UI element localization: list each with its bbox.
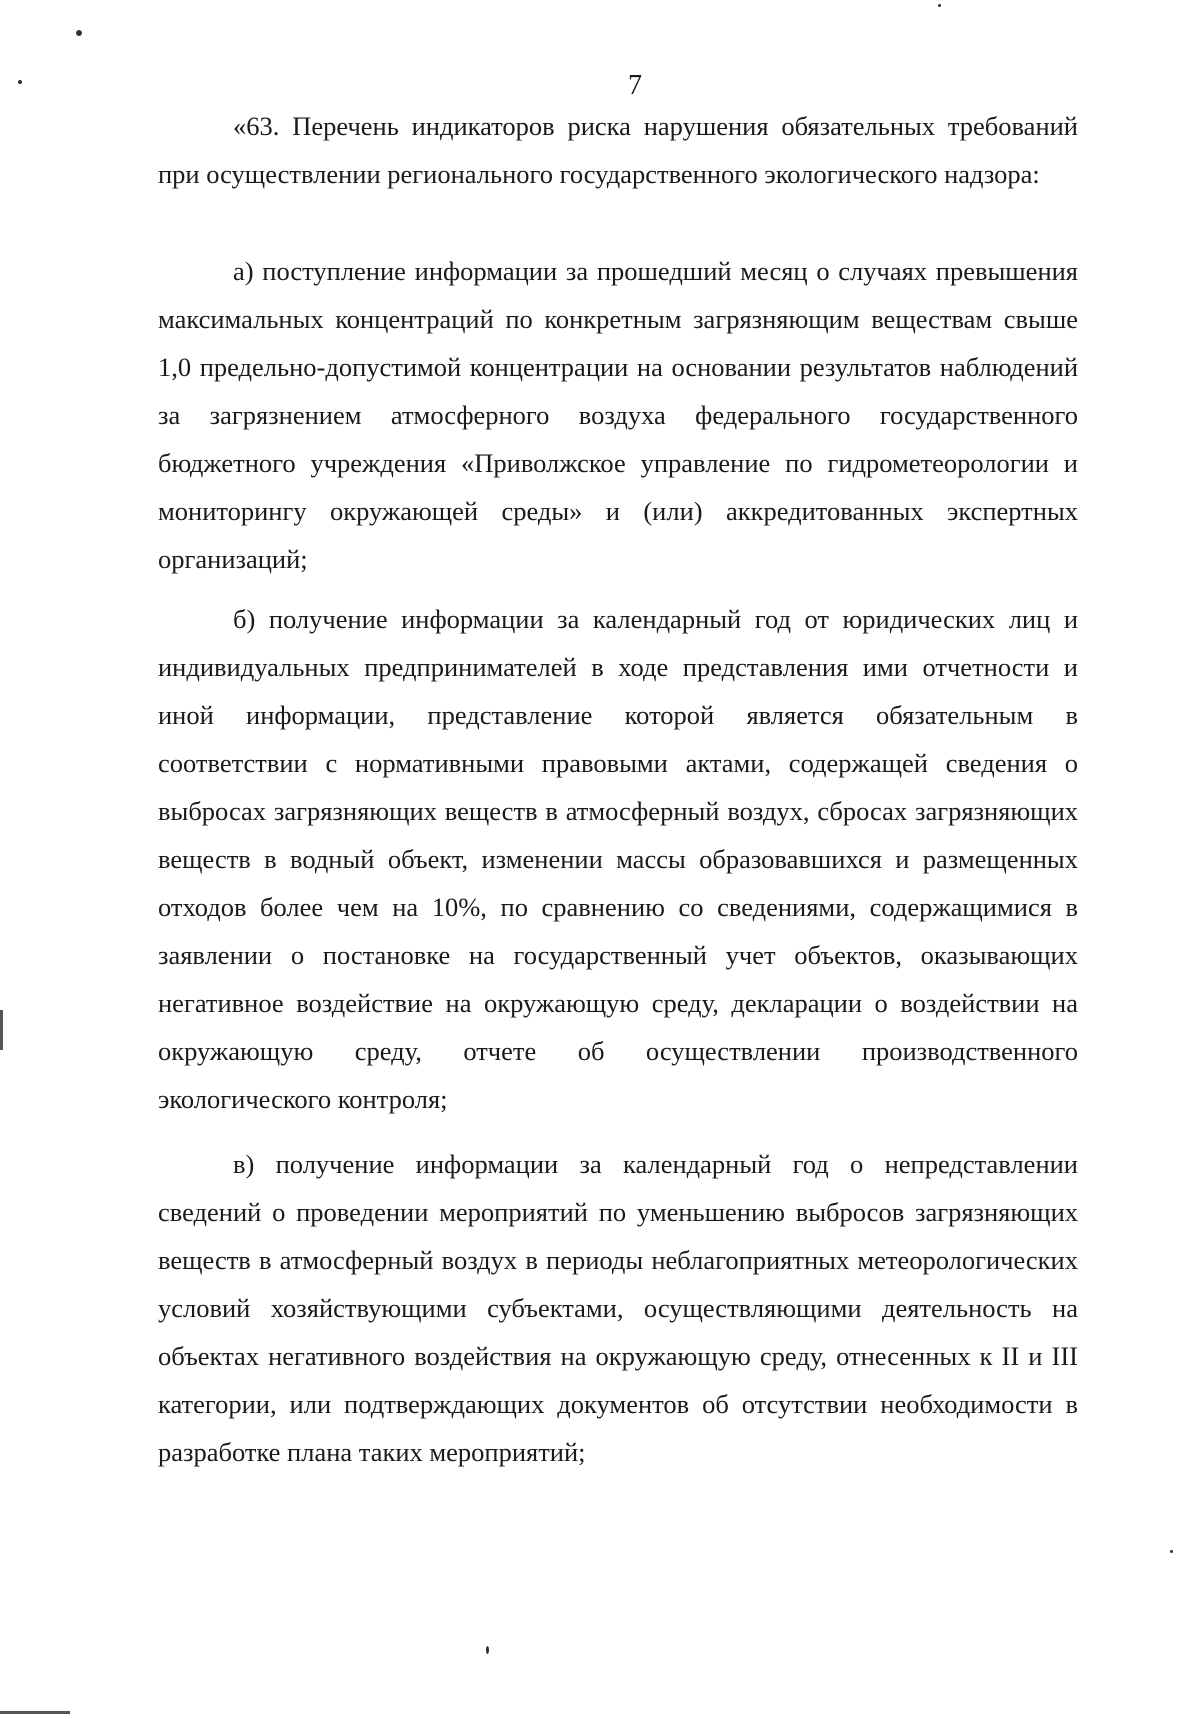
item-b-block [158, 595, 1078, 1123]
scan-speck [1170, 1550, 1173, 1553]
scan-speck [938, 4, 941, 7]
section-heading-block [158, 102, 1078, 198]
paragraph-intro: «63. Перечень индикаторов риска нарушения обязательных требований при осуществлении регионального государственного экологического надзора: [158, 111, 1078, 189]
scan-speck [18, 80, 22, 84]
item-a-block [158, 247, 1078, 583]
scan-edge-mark [0, 1711, 70, 1714]
scan-speck [76, 30, 82, 36]
paragraph-item-b: б) получение информации за календарный год от юридических лиц и индивидуальных предпринимателей в ходе представления ими отчетности и иной информации, представление которой является обязательным в соответствии с нормативными правовыми актами, содержащей сведения о выбросах загрязняющих веществ в атмосферный воздух, сбросах загрязняющих веществ в водный объект, изменении массы образовавшихся и размещенных отходов более чем на 10%, по сравнению со сведениями, содержащимися в заявлении о постановке на государственный учет объектов, оказывающих негативное воздействие на окружающую среду, декларации о воздействии на окружающую среду, отчете об осуществлении производственного экологического контроля; [158, 604, 1078, 1114]
item-v-block [158, 1140, 1078, 1476]
page-number: 7 [628, 70, 642, 101]
scan-speck [486, 1646, 489, 1654]
scan-edge-mark [0, 1010, 3, 1050]
paragraph-item-v: в) получение информации за календарный год о непредставлении сведений о проведении мероприятий по уменьшению выбросов загрязняющих веществ в атмосферный воздух в периоды неблагоприятных метеорологических условий хозяйствующими субъектами, осуществляющими деятельность на объектах негативного воздействия на окружающую среду, отнесенных к II и III категории, или подтверждающих документов об отсутствии необходимости в разработке плана таких мероприятий; [158, 1149, 1078, 1467]
paragraph-item-a: а) поступление информации за прошедший месяц о случаях превышения максимальных концентраций по конкретным загрязняющим веществам свыше 1,0 предельно-допустимой концентрации на основании результатов наблюдений за загрязнением атмосферного воздуха федерального государственного бюджетного учреждения «Приволжское управление по гидрометеорологии и мониторингу окружающей среды» и (или) аккредитованных экспертных организаций; [158, 256, 1078, 574]
